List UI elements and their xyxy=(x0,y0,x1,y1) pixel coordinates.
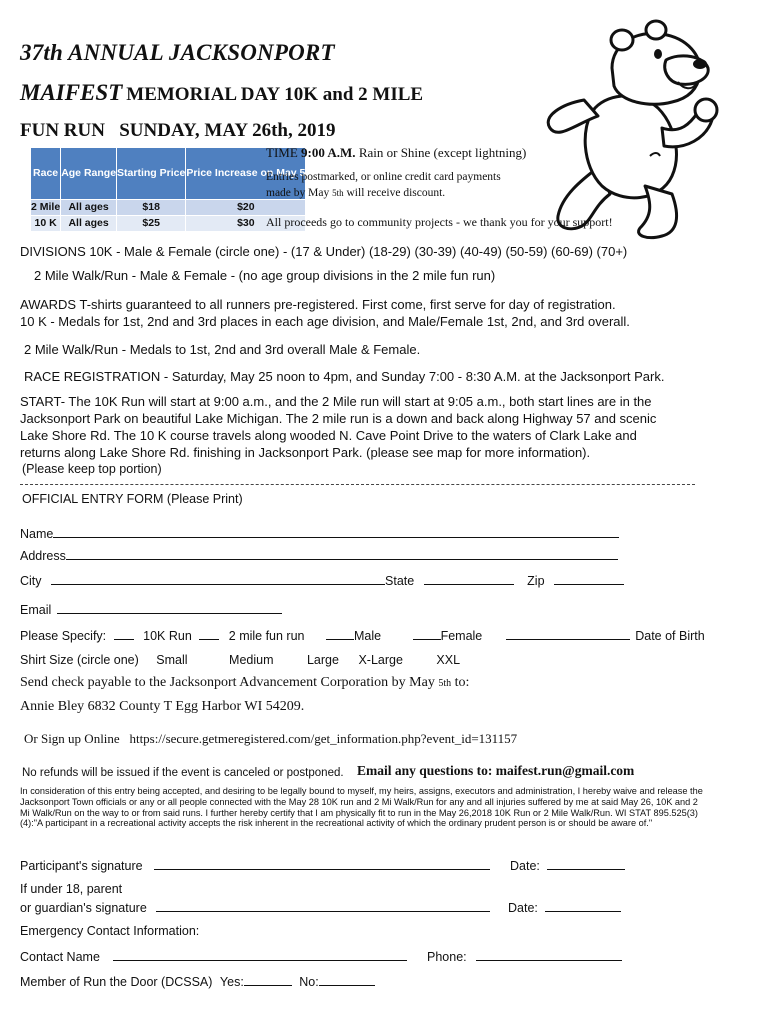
table-cell: 10 K xyxy=(31,216,61,232)
female-checkbox[interactable] xyxy=(413,627,441,640)
city-row xyxy=(20,572,624,588)
event-date: SUNDAY, MAY 26th, 2019 xyxy=(119,120,336,141)
shirt-size-label: Shirt Size (circle one) xyxy=(20,653,139,667)
event-date-line xyxy=(20,120,335,142)
female-label: Female xyxy=(440,629,483,643)
event-title: 37th ANNUAL JACKSONPORT xyxy=(20,40,335,65)
address-field[interactable] xyxy=(66,547,618,560)
contact-name-field[interactable] xyxy=(113,948,407,961)
discount-note-c: will receive discount. xyxy=(346,187,446,199)
event-subtitle-italic: MAIFEST xyxy=(20,80,123,105)
name-field[interactable] xyxy=(53,525,619,538)
start-text-1: START- The 10K Run will start at 9:00 a.m., and the 2 Mile run will start at 9:05 a.m., both start lines are in the xyxy=(20,394,652,409)
specify-label: Please Specify: xyxy=(20,629,107,643)
dob-field[interactable] xyxy=(506,627,630,640)
zip-label: Zip xyxy=(527,574,545,588)
running-bear-icon xyxy=(540,16,730,242)
email-field[interactable] xyxy=(57,601,282,614)
time-label: TIME xyxy=(266,145,298,160)
member-no-label: No: xyxy=(299,975,319,989)
2mile-checkbox[interactable] xyxy=(199,627,219,640)
participant-signature-row xyxy=(20,857,490,873)
waiver-text: In consideration of this entry being accepted, and desiring to be legally bound to myself, my heirs, assigns, executors and administration, I hereby waive and release the Jacksonport Town officials or any or all people connected with the May 28 10K run and 2 Mi Walk/Run for any and all injuries suffered by me at said May 26, 10K and 2 Mi Walk/Run on the way to or from said runs. I further hereby certify that I am physically fit to run in the May 26,2018 10K Run or 2 Mile Walk/Run. WI STAT 895.525(3)(4):"A participant in a recreational activity accepts the risk inherent in the recreational activity of which the ordinary prudent person is or should be aware of." xyxy=(20,786,703,829)
discount-note-2 xyxy=(266,187,445,199)
table-row xyxy=(31,216,306,232)
check-payable-text xyxy=(20,675,469,691)
table-row xyxy=(31,200,306,216)
check-payable-a: Send check payable to the Jacksonport Advancement Corporation by May xyxy=(20,675,435,690)
table-cell: $18 xyxy=(117,200,186,216)
city-label: City xyxy=(20,574,42,588)
phone-label: Phone: xyxy=(427,950,467,964)
size-option-xxl[interactable]: XXL xyxy=(436,653,461,667)
guardian-date-row xyxy=(508,899,621,915)
size-option-large[interactable]: Large xyxy=(306,653,339,667)
online-url-link[interactable]: https://secure.getmeregistered.com/get_information.php?event_id=131157 xyxy=(129,731,518,746)
member-yes-field[interactable] xyxy=(244,973,292,986)
state-field[interactable] xyxy=(424,572,514,585)
10k-label: 10K Run xyxy=(143,629,192,643)
guardian-label-2: or guardian's signature xyxy=(20,901,147,915)
email-questions: Email any questions to: maifest.run@gmail.com xyxy=(357,763,635,778)
price-table-header: Price Increase on May 5 xyxy=(186,148,306,200)
table-cell: $25 xyxy=(117,216,186,232)
discount-note-1: Entries postmarked, or online credit card payments xyxy=(266,171,501,183)
online-label: Or Sign up Online xyxy=(24,731,120,746)
start-text-4: returns along Lake Shore Rd. finishing in Jacksonport Park. (please see map for more information). xyxy=(20,445,591,460)
member-label: Member of Run the Door (DCSSA) xyxy=(20,975,213,989)
price-table xyxy=(30,147,306,232)
participant-date-field[interactable] xyxy=(547,857,625,870)
size-option-medium[interactable]: Medium xyxy=(229,653,274,667)
form-title: OFFICIAL ENTRY FORM (Please Print) xyxy=(22,492,243,506)
table-cell: 2 Mile xyxy=(31,200,61,216)
2mile-label: 2 mile fun run xyxy=(228,629,305,643)
time-rest: Rain or Shine (except lightning) xyxy=(358,145,527,160)
member-yes-label: Yes: xyxy=(219,975,244,989)
start-text-3: Lake Shore Rd. The 10 K course travels along wooded N. Cave Point Drive to the waters of Clark Lake and xyxy=(20,428,637,443)
contact-name-label: Contact Name xyxy=(20,950,100,964)
guardian-signature-row xyxy=(20,899,490,915)
guardian-label-1: If under 18, parent xyxy=(20,882,123,896)
participant-signature-label: Participant's signature xyxy=(20,859,143,873)
specify-row xyxy=(20,627,705,643)
participant-date-label: Date: xyxy=(510,859,540,873)
member-row xyxy=(20,973,375,989)
awards-10k-text: 10 K - Medals for 1st, 2nd and 3rd places in each age division, and Male/Female 1st, 2nd, and 3rd overall. xyxy=(20,314,630,329)
online-signup xyxy=(24,731,517,747)
size-option-small[interactable]: Small xyxy=(156,653,188,667)
cut-line xyxy=(20,484,695,485)
member-no-field[interactable] xyxy=(319,973,375,986)
check-payable-b: 5th xyxy=(438,678,452,689)
price-table-header: Starting Price xyxy=(117,148,186,200)
participant-signature-field[interactable] xyxy=(154,857,490,870)
table-cell: $30 xyxy=(186,216,306,232)
table-cell: $20 xyxy=(186,200,306,216)
keep-top-note: (Please keep top portion) xyxy=(22,462,162,476)
divisions-2mile-text: 2 Mile Walk/Run - Male & Female - (no age group divisions in the 2 mile fun run) xyxy=(34,268,496,283)
refund-policy: No refunds will be issued if the event is canceled or postponed. xyxy=(22,767,344,779)
awards-text: AWARDS T-shirts guaranteed to all runners pre-registered. First come, first serve for day of registration. xyxy=(20,297,616,312)
time-value: 9:00 A.M. xyxy=(301,145,356,160)
event-subtitle-rest: MEMORIAL DAY 10K and 2 MILE xyxy=(126,84,424,105)
male-checkbox[interactable] xyxy=(326,627,354,640)
start-text-2: Jacksonport Park on beautiful Lake Michigan. The 2 mile run is a down and back along Highway 57 and scenic xyxy=(20,411,657,426)
awards-2mile-text: 2 Mile Walk/Run - Medals to 1st, 2nd and 3rd overall Male & Female. xyxy=(24,342,421,357)
event-subtitle xyxy=(20,80,423,106)
guardian-date-field[interactable] xyxy=(545,899,621,912)
male-label: Male xyxy=(353,629,382,643)
discount-note-a: made by May xyxy=(266,187,330,199)
email-label: Email xyxy=(20,603,52,617)
size-option-xlarge[interactable]: X-Large xyxy=(358,653,403,667)
zip-field[interactable] xyxy=(554,572,624,585)
guardian-signature-field[interactable] xyxy=(156,899,490,912)
guardian-date-label: Date: xyxy=(508,901,538,915)
check-payable-c: to: xyxy=(454,675,470,690)
email-row xyxy=(20,601,282,617)
mailing-address: Annie Bley 6832 County T Egg Harbor WI 54209. xyxy=(20,699,305,714)
10k-checkbox[interactable] xyxy=(114,627,134,640)
emergency-contact-heading: Emergency Contact Information: xyxy=(20,924,200,938)
proceeds-note: All proceeds go to community projects - we thank you for your support! xyxy=(266,215,613,229)
price-table-header: Age Range xyxy=(61,148,117,200)
race-time xyxy=(266,145,526,161)
address-label: Address xyxy=(20,549,66,563)
name-label: Name xyxy=(20,527,54,541)
phone-field[interactable] xyxy=(476,948,622,961)
registration-text: RACE REGISTRATION - Saturday, May 25 noon to 4pm, and Sunday 7:00 - 8:30 A.M. at the Jacksonport Park. xyxy=(24,369,665,384)
discount-note-b: 5th xyxy=(332,188,344,198)
divisions-text: DIVISIONS 10K - Male & Female (circle one) - (17 & Under) (18-29) (30-39) (40-49) (50-59) (60-69) (70+) xyxy=(20,244,628,259)
shirt-size-row xyxy=(20,653,460,667)
dob-label: Date of Birth xyxy=(635,629,705,643)
state-label: State xyxy=(385,574,415,588)
price-table-header: Race xyxy=(31,148,61,200)
contact-name-row xyxy=(20,948,407,964)
table-cell: All ages xyxy=(61,200,117,216)
participant-date-row xyxy=(510,857,625,873)
fun-run-label: FUN RUN xyxy=(20,120,105,141)
phone-row xyxy=(427,948,622,964)
name-row xyxy=(20,525,619,541)
address-row xyxy=(20,547,618,563)
city-field[interactable] xyxy=(51,572,385,585)
table-cell: All ages xyxy=(61,216,117,232)
